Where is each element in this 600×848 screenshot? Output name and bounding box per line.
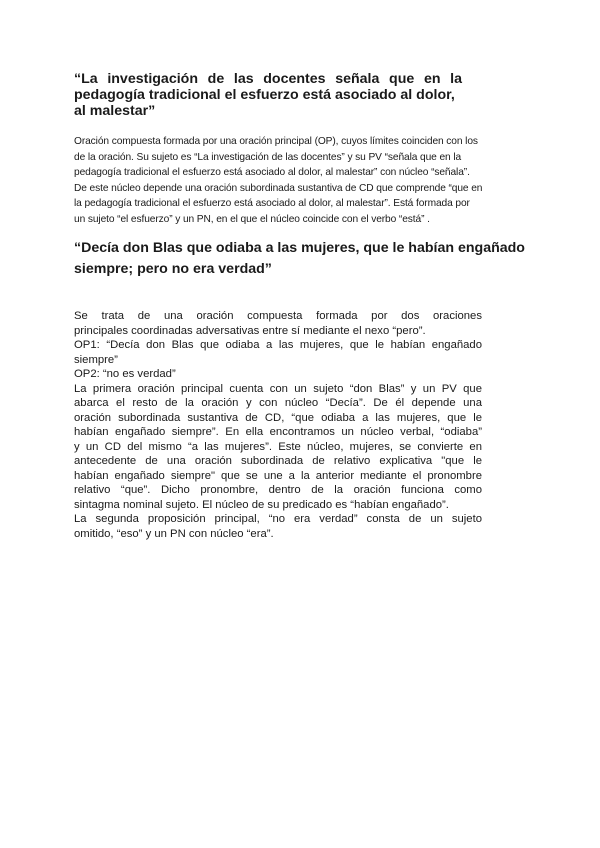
paragraph-2-line: y un CD del mismo “a las mujeres”. Este núcleo, mujeres, se convierte en	[74, 440, 482, 453]
analysis-paragraph-2	[74, 309, 482, 541]
paragraph-1-line: un sujeto “el esfuerzo” y un PN, en el que el núcleo coincide con el verbo “está” .	[74, 213, 430, 225]
paragraph-2-line: OP2: “no es verdad”	[74, 368, 176, 380]
paragraph-2-line: relativo “que”. Dicho pronombre, dentro de la oración funciona como	[74, 484, 482, 496]
paragraph-1-line: Oración compuesta formada por una oración principal (OP), cuyos límites coinciden con los	[74, 136, 478, 147]
paragraph-2-line: habían engañado siempre”. En ella encontramos un núcleo verbal, “odiaba”	[74, 426, 482, 438]
paragraph-2-line: habían engañado siempre" que se une a la anterior mediante el pronombre	[74, 469, 482, 482]
paragraph-2-line: Se trata de una oración compuesta formada por dos oraciones	[74, 310, 482, 322]
heading-sentence-1	[74, 71, 462, 119]
paragraph-2-line: antecedente de una oración subordinada de relativo explicativa "que le	[74, 455, 482, 467]
paragraph-2-line: omitido, “eso” y un PN con núcleo “era”.	[74, 527, 274, 540]
paragraph-2-line: OP1: “Decía don Blas que odiaba a las mujeres, que le habían engañado	[74, 339, 482, 351]
paragraph-2-line: La segunda proposición principal, “no era verdad” consta de un sujeto	[74, 513, 482, 525]
paragraph-1-line: de la oración. Su sujeto es “La investigación de las docentes” y su PV “señala que en la	[74, 151, 462, 163]
analysis-paragraph-1	[74, 134, 532, 227]
heading-1-line: “La investigación de las docentes señala que en la	[74, 71, 462, 87]
paragraph-1-line: la pedagogía tradicional el esfuerzo está asociado al dolor, al malestar”. Está formada por	[74, 198, 470, 209]
paragraph-2-line: La primera oración principal cuenta con un sujeto “don Blas” y un PV que	[74, 382, 482, 395]
paragraph-1-line: pedagogía tradicional el esfuerzo está asociado al dolor, al malestar” con núcleo “señala”.	[74, 167, 470, 178]
paragraph-2-line: abarca el resto de la oración y con núcleo “Decía”. De él depende una	[74, 397, 482, 409]
heading-1-line: al malestar”	[74, 103, 156, 119]
paragraph-2-line: oración subordinada sustantiva de CD, “que odiaba a las mujeres, que le	[74, 411, 482, 424]
paragraph-2-line: principales coordinadas adversativas entre sí mediante el nexo “pero”.	[74, 324, 426, 337]
heading-2-line: siempre; pero no era verdad”	[74, 261, 272, 277]
heading-sentence-2	[74, 238, 544, 280]
paragraph-2-line: sintagma nominal sujeto. El núcleo de su predicado es “habían engañado”.	[74, 498, 449, 511]
heading-1-line: pedagogía tradicional el esfuerzo está asociado al dolor,	[74, 87, 455, 103]
paragraph-1-line: De este núcleo depende una oración subordinada sustantiva de CD que comprende “que en	[74, 182, 483, 194]
paragraph-2-line: siempre”	[74, 353, 118, 366]
heading-2-line: “Decía don Blas que odiaba a las mujeres, que le habían engañado	[74, 240, 525, 256]
